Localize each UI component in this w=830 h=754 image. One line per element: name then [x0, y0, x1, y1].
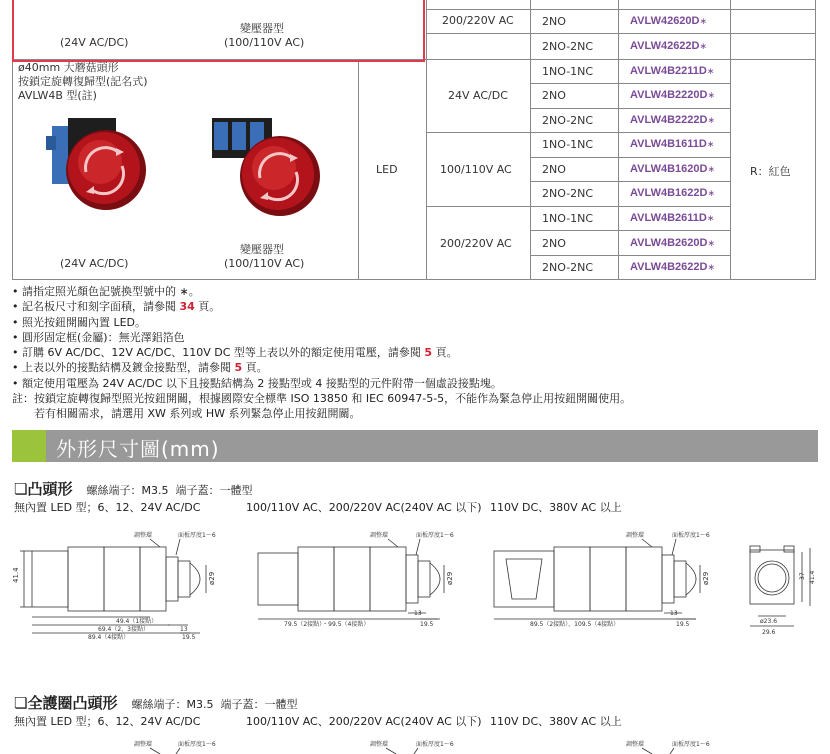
table-rule [730, 0, 731, 280]
dimension-drawing-1 [10, 525, 230, 645]
note-item: • 額定使用電壓為 24V AC/DC 以下且接點結構為 2 接點型或 4 接點型的元件附帶一個虛設接點塊。 [12, 376, 502, 390]
table-rule [530, 83, 730, 84]
dim-label: 41.4 [809, 570, 816, 584]
contact-cell: 2NO [542, 89, 566, 102]
variant-label: 無內置 LED 型；6、12、24V AC/DC [14, 501, 201, 514]
part-number: AVLW4B1611D∗ [630, 138, 715, 150]
dim-label: 29.6 [762, 629, 776, 636]
part-number: AVLW4B1622D∗ [630, 187, 715, 199]
table-rule [426, 206, 730, 207]
voltage-cell: 24V AC/DC [448, 89, 508, 102]
dim-label: 調整環 [134, 532, 153, 539]
dim-label: 面板厚度1～6 [416, 741, 454, 748]
contact-cell: 2NO [542, 163, 566, 176]
dim-label: ø29 [208, 571, 216, 585]
table-rule [530, 181, 730, 182]
image-caption: 變壓器型 [240, 22, 284, 35]
contact-cell: 2NO [542, 15, 566, 28]
dim-label: 調整環 [626, 741, 645, 748]
dim-label: 調整環 [370, 532, 389, 539]
variant-label: 100/110V AC、200/220V AC(240V AC 以下) [246, 501, 482, 514]
variant-label: 100/110V AC、200/220V AC(240V AC 以下) [246, 715, 482, 728]
dim-label: 調整環 [626, 532, 645, 539]
dim-label: 41.4 [12, 567, 20, 583]
section-title: 外形尺寸圖(mm) [56, 437, 220, 461]
dim-label: ø29 [446, 571, 454, 585]
table-rule [530, 108, 730, 109]
contact-cell: 2NO-2NC [542, 261, 594, 274]
dimension-drawing-partial [10, 736, 810, 754]
part-number: AVLW42622D∗ [630, 40, 708, 52]
dim-label: 面板厚度1～6 [416, 532, 454, 539]
contact-cell: 1NO-1NC [542, 212, 594, 225]
table-rule [12, 59, 13, 280]
part-number: AVLW4B2220D∗ [630, 89, 715, 101]
note-item: • 請指定照光顏色記號換型號中的 ∗。 [12, 285, 200, 298]
voltage-cell: 100/110V AC [440, 163, 512, 176]
variant-label: 無內置 LED 型；6、12、24V AC/DC [14, 715, 201, 728]
notes-list [12, 284, 812, 422]
contact-cell: 2NO [542, 237, 566, 250]
box-bullet-icon: ❏ [14, 694, 28, 712]
part-number: AVLW4B2222D∗ [630, 114, 715, 126]
table-rule [426, 0, 427, 280]
dim-label: 調整環 [370, 741, 389, 748]
box-bullet-icon: ❏ [14, 480, 28, 498]
dim-label: 13 [670, 610, 678, 617]
dim-label: 89.4（4接點） [88, 634, 130, 641]
contact-cell: 1NO-1NC [542, 138, 594, 151]
subsection-heading: ❏凸頭形 螺絲端子：M3.5 端子蓋：一體型 [14, 480, 253, 498]
product-description: 按鎖定旋轉復歸型(記名式) [18, 75, 148, 88]
section-header [12, 430, 818, 462]
part-number: AVLW4B1620D∗ [630, 163, 715, 175]
part-number: AVLW4B2622D∗ [630, 261, 715, 273]
image-caption: 變壓器型 [240, 243, 284, 256]
note-item: 註：按鎖定旋轉復歸型照光按鈕開關，根據國際安全標準 ISO 13850 和 IEC 60947-5-5，不能作為緊急停止用按鈕開關使用。 [12, 392, 632, 406]
note-item: • 記名板尺寸和刻字面積，請參閱 34 頁。 [12, 300, 221, 314]
dim-label: 調整環 [134, 741, 153, 748]
color-note: R：紅色 [750, 165, 791, 178]
image-caption: (24V AC/DC) [60, 257, 129, 270]
image-caption: (100/110V AC) [224, 257, 305, 270]
note-item: 若有相關需求，請選用 XW 系列或 HW 系列緊急停止用按鈕開關。 [34, 407, 361, 421]
table-rule [530, 255, 730, 256]
subsection-heading: ❏全護圈凸頭形 螺絲端子：M3.5 端子蓋：一體型 [14, 694, 298, 712]
table-rule [530, 0, 531, 280]
part-number: AVLW4B2211D∗ [630, 65, 715, 77]
dim-label: 37 [799, 572, 806, 580]
part-number: AVLW4B2620D∗ [630, 237, 715, 249]
note-item: • 上表以外的接點結構及鍍金接點型，請參閱 5 頁。 [12, 361, 268, 375]
highlight-box [12, 0, 425, 62]
dim-label: 69.4（2、3接點） [98, 626, 149, 633]
dim-label: 19.5 [182, 634, 196, 641]
product-description: AVLW4B 型(註) [18, 89, 97, 102]
dim-label: 面板厚度1～6 [672, 532, 710, 539]
light-source-cell: LED [376, 163, 398, 176]
voltage-cell: 200/220V AC [442, 14, 514, 27]
table-rule [426, 33, 816, 34]
note-item: • 照光按鈕開關內置 LED。 [12, 315, 147, 329]
dim-label: 79.5（2接點）・99.5（4接點） [284, 621, 370, 628]
note-item: • 訂購 6V AC/DC、12V AC/DC、110V DC 型等上表以外的額定使用電壓，請參閱 5 頁。 [12, 346, 458, 360]
voltage-cell: 200/220V AC [440, 237, 512, 250]
table-rule [12, 279, 816, 280]
image-caption: (24V AC/DC) [60, 36, 129, 49]
dimension-drawing-2 [248, 525, 478, 630]
contact-cell: 2NO-2NC [542, 187, 594, 200]
table-rule [530, 230, 730, 231]
dim-label: 面板厚度1～6 [178, 532, 216, 539]
product-description: ø40mm 大蘑菇頭形 [18, 61, 119, 74]
dimension-drawing-3 [486, 525, 726, 630]
dim-label: 19.5 [420, 621, 434, 628]
table-rule [426, 132, 730, 133]
dim-label: ø29 [702, 571, 710, 585]
variant-label: 110V DC、380V AC 以上 [490, 501, 622, 514]
dimension-drawing-front [742, 540, 818, 640]
section-accent [12, 430, 46, 462]
dim-label: 89.5（2接點）、109.5（4接點） [530, 621, 620, 628]
dim-label: 49.4（1接點） [116, 618, 158, 625]
part-number: AVLW4B2611D∗ [630, 212, 715, 224]
part-number: AVLW42620D∗ [630, 15, 708, 27]
dim-label: 面板厚度1～6 [178, 741, 216, 748]
table-rule [530, 157, 730, 158]
dim-label: ø23.6 [760, 618, 778, 625]
variant-label: 110V DC、380V AC 以上 [490, 715, 622, 728]
mushroom-button-photo-transformer [202, 108, 332, 223]
dim-label: 13 [180, 626, 188, 633]
note-item: • 圓形固定框(金屬)：無光澤鋁箔色 [12, 330, 185, 344]
table-rule [358, 59, 359, 280]
contact-cell: 2NO-2NC [542, 114, 594, 127]
contact-cell: 1NO-1NC [542, 65, 594, 78]
mushroom-button-photo-24v [38, 108, 158, 218]
dim-label: 19.5 [676, 621, 690, 628]
table-rule [618, 0, 619, 280]
image-caption: (100/110V AC) [224, 36, 305, 49]
dim-label: 13 [414, 610, 422, 617]
contact-cell: 2NO-2NC [542, 40, 594, 53]
table-rule [815, 0, 816, 280]
dim-label: 面板厚度1～6 [672, 741, 710, 748]
table-rule [426, 9, 816, 10]
